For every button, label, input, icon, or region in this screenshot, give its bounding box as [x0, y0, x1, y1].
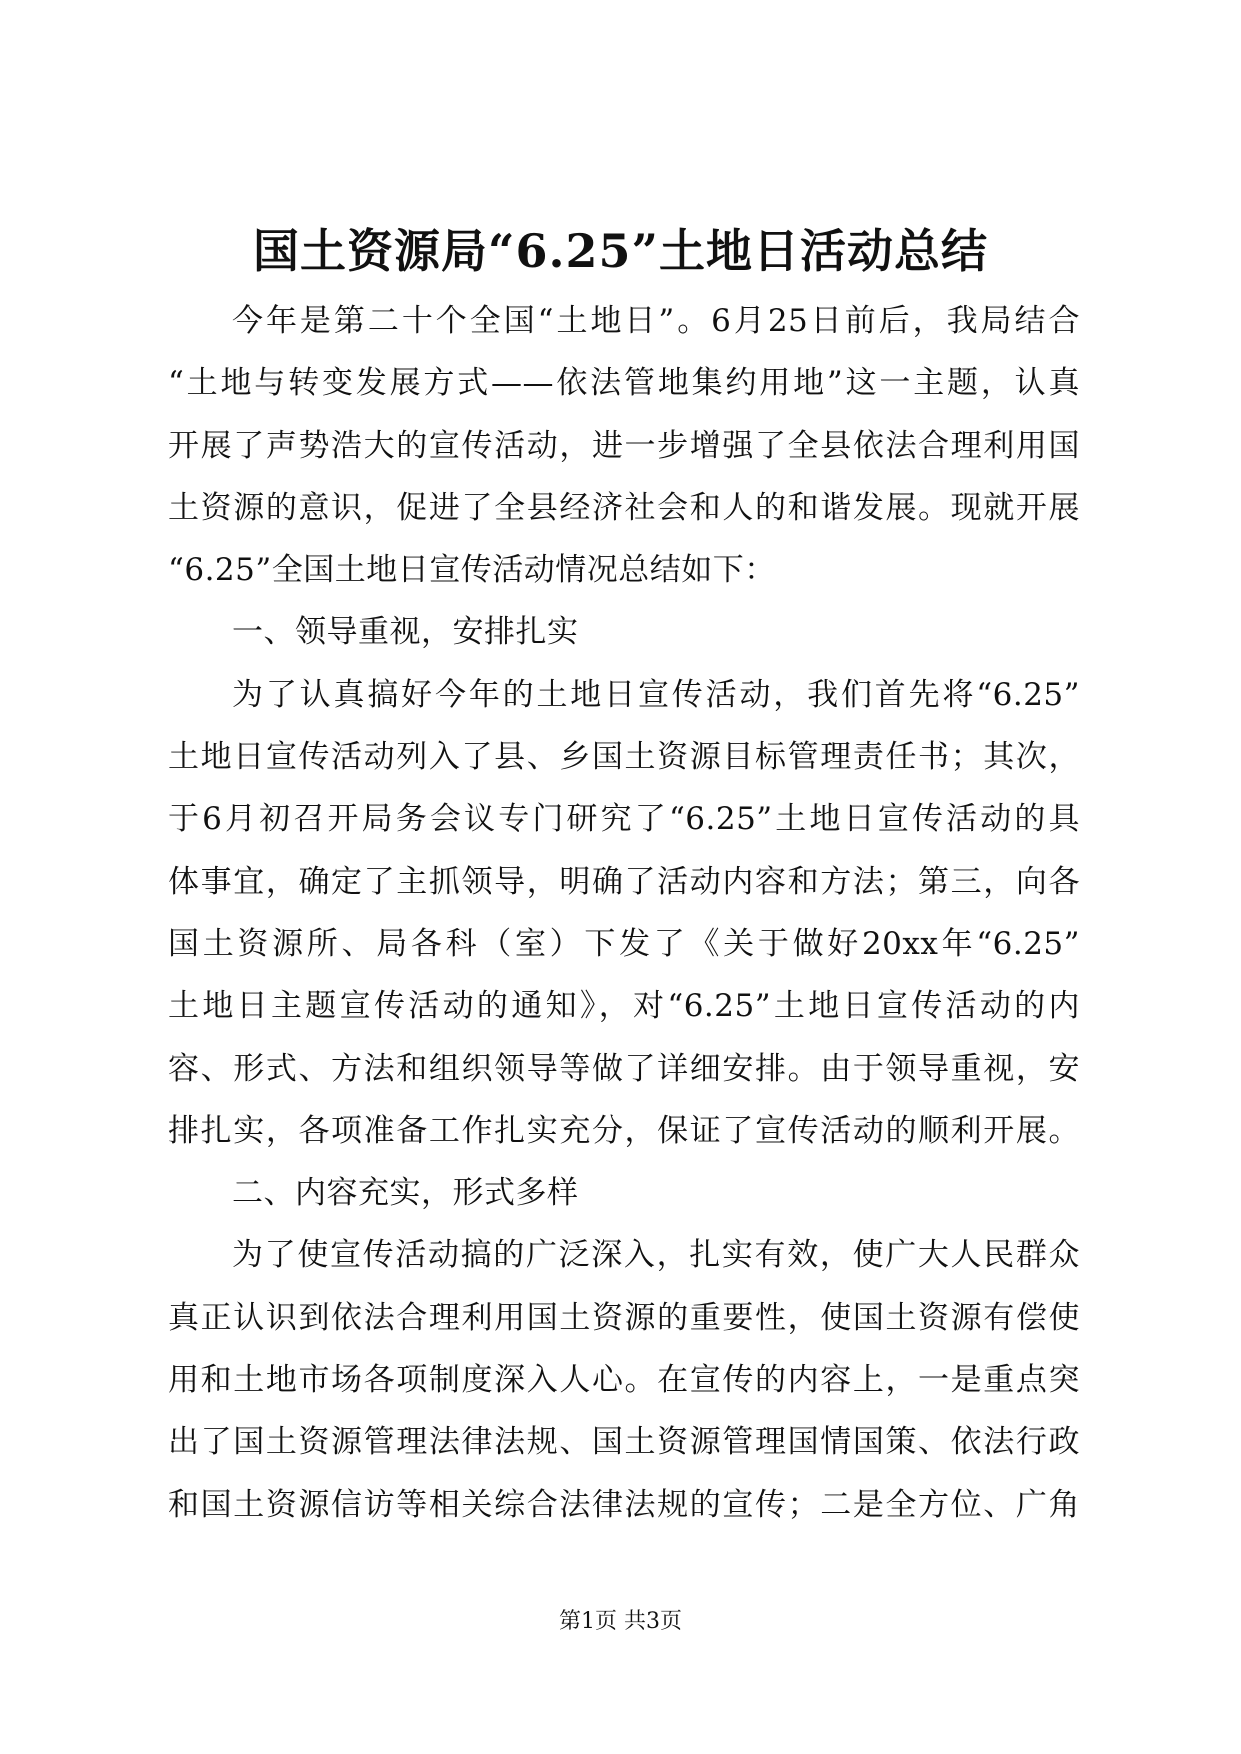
paragraph-line: 和国土资源信访等相关综合法律法规的宣传；二是全方位、广角: [168, 1486, 1080, 1523]
paragraph-line: 开展了声势浩大的宣传活动，进一步增强了全县依法合理利用国: [168, 427, 1080, 464]
paragraph-line: 于6月初召开局务会议专门研究了“6.25”土地日宣传活动的具: [168, 801, 1080, 838]
paragraph-line: “6.25”全国土地日宣传活动情况总结如下：: [168, 552, 776, 589]
document-title: 国土资源局“6.25”土地日活动总结: [253, 224, 988, 278]
paragraph-line: 为了认真搞好今年的土地日宣传活动，我们首先将“6.25”: [232, 676, 1080, 713]
paragraph-line: 土地日主题宣传活动的通知》，对“6.25”土地日宣传活动的内: [168, 988, 1080, 1025]
paragraph-line: 国土资源所、局各科（室）下发了《关于做好20xx年“6.25”: [168, 925, 1080, 962]
paragraph-line: 为了使宣传活动搞的广泛深入，扎实有效，使广大人民群众: [232, 1237, 1080, 1274]
paragraph-line: 出了国土资源管理法律法规、国土资源管理国情国策、依法行政: [168, 1424, 1080, 1461]
paragraph-line: 土资源的意识，促进了全县经济社会和人的和谐发展。现就开展: [168, 489, 1080, 526]
paragraph-line: 今年是第二十个全国“土地日”。6月25日前后，我局结合: [232, 303, 1080, 339]
paragraph-line: 容、形式、方法和组织领导等做了详细安排。由于领导重视，安: [168, 1050, 1080, 1087]
page-number: 第1页 共3页: [559, 1609, 682, 1634]
paragraph-line: 体事宜，确定了主抓领导，明确了活动内容和方法；第三，向各: [168, 863, 1080, 900]
paragraph-line: 土地日宣传活动列入了县、乡国土资源目标管理责任书；其次，: [168, 739, 1080, 776]
paragraph-line: 真正认识到依法合理利用国土资源的重要性，使国土资源有偿使: [168, 1299, 1080, 1336]
paragraph-line: “土地与转变发展方式——依法管地集约用地”这一主题，认真: [168, 365, 1080, 402]
document-body: [168, 290, 1080, 1536]
section-heading: 二、内容充实，形式多样: [232, 1175, 579, 1212]
paragraph-line: 排扎实，各项准备工作扎实充分，保证了宣传活动的顺利开展。: [168, 1112, 1080, 1149]
paragraph-line: 用和土地市场各项制度深入人心。在宣传的内容上，一是重点突: [168, 1362, 1080, 1399]
section-heading: 一、领导重视，安排扎实: [232, 614, 579, 651]
